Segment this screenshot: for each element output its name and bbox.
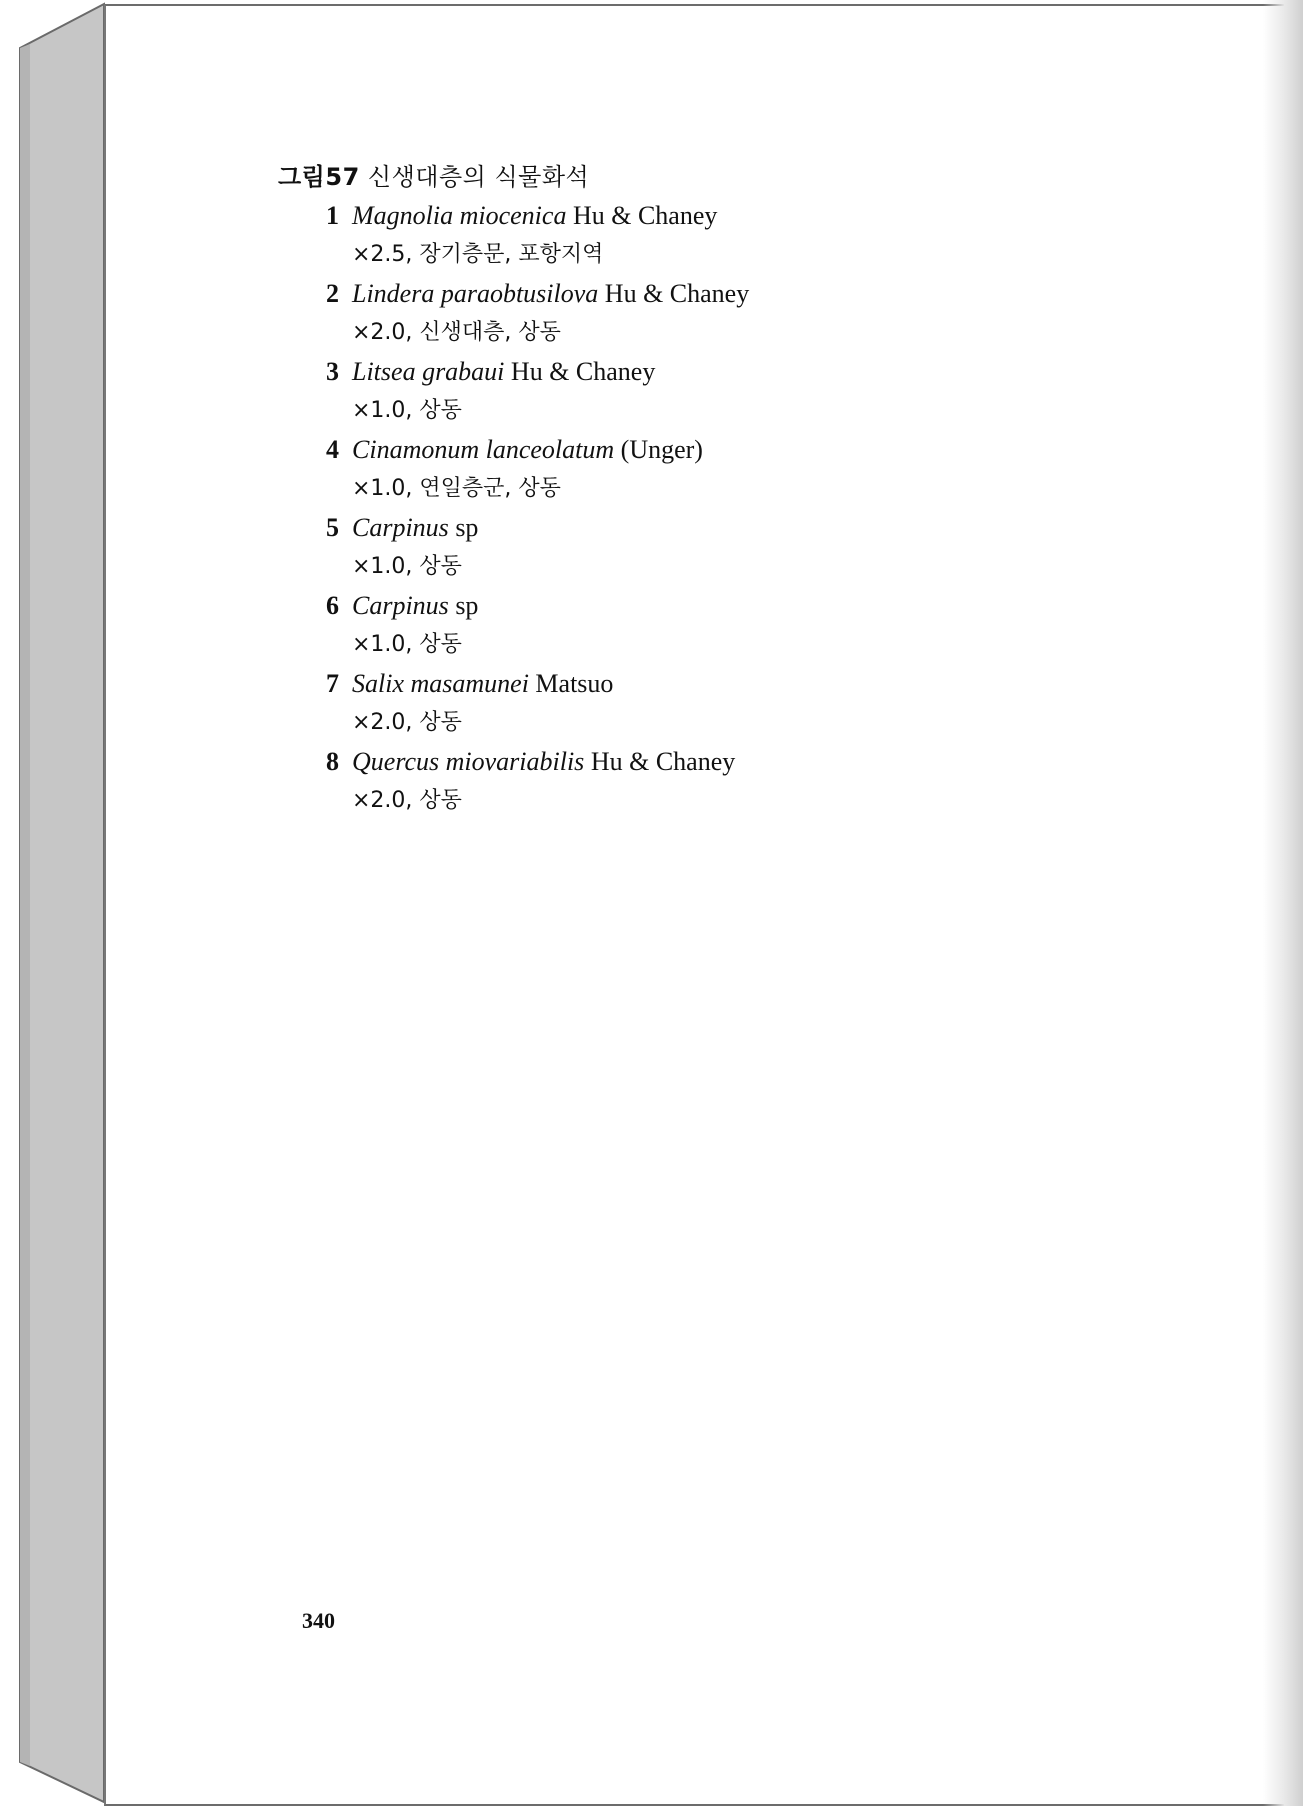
caption-entry-2 — [326, 274, 978, 352]
entry-detail: ×1.0, 상동 — [352, 554, 462, 579]
species-name: Salix masamunei — [352, 669, 529, 698]
entry-detail: ×2.0, 상동 — [352, 710, 462, 735]
species-name: Lindera paraobtusilova — [352, 279, 599, 308]
caption-entry-5 — [326, 508, 978, 586]
page-number: 340 — [302, 1608, 335, 1633]
species-name: Cinamonum lanceolatum — [352, 435, 615, 464]
entry-number: 8 — [326, 747, 339, 776]
caption-entry-3 — [326, 352, 978, 430]
figure-caption-title — [278, 158, 978, 196]
species-author: Hu & Chaney — [504, 357, 656, 386]
figure-title: 신생대층의 식물화석 — [359, 163, 590, 191]
species-name: Litsea grabaui — [352, 357, 505, 386]
species-author: Hu & Chaney — [584, 747, 736, 776]
entry-number: 7 — [326, 669, 339, 698]
entry-detail: ×1.0, 연일층군, 상동 — [352, 476, 561, 501]
species-author: Hu & Chaney — [598, 279, 750, 308]
species-author: Hu & Chaney — [566, 201, 718, 230]
entry-number: 5 — [326, 513, 339, 542]
species-name: Carpinus — [352, 591, 449, 620]
species-name: Quercus miovariabilis — [352, 747, 585, 776]
entry-detail: ×2.0, 신생대층, 상동 — [352, 320, 561, 345]
figure-caption-block — [278, 158, 978, 820]
page-edge-shadow — [1263, 0, 1303, 1806]
caption-entry-7 — [326, 664, 978, 742]
species-author: (Unger) — [614, 435, 703, 464]
figure-label: 그림57 — [278, 163, 360, 191]
entry-number: 2 — [326, 279, 339, 308]
entry-number: 4 — [326, 435, 339, 464]
species-author: sp — [448, 591, 479, 620]
caption-entry-8 — [326, 742, 978, 820]
entry-detail: ×1.0, 상동 — [352, 632, 462, 657]
species-name: Magnolia miocenica — [352, 201, 567, 230]
caption-entry-1 — [326, 196, 978, 274]
entry-number: 6 — [326, 591, 339, 620]
species-author: Matsuo — [528, 669, 614, 698]
entry-detail: ×2.5, 장기층문, 포항지역 — [352, 242, 604, 267]
entry-detail: ×2.0, 상동 — [352, 788, 462, 813]
species-author: sp — [448, 513, 479, 542]
caption-entry-6 — [326, 586, 978, 664]
entry-detail: ×1.0, 상동 — [352, 398, 462, 423]
caption-entry-4 — [326, 430, 978, 508]
entry-number: 1 — [326, 201, 339, 230]
species-name: Carpinus — [352, 513, 449, 542]
entry-number: 3 — [326, 357, 339, 386]
